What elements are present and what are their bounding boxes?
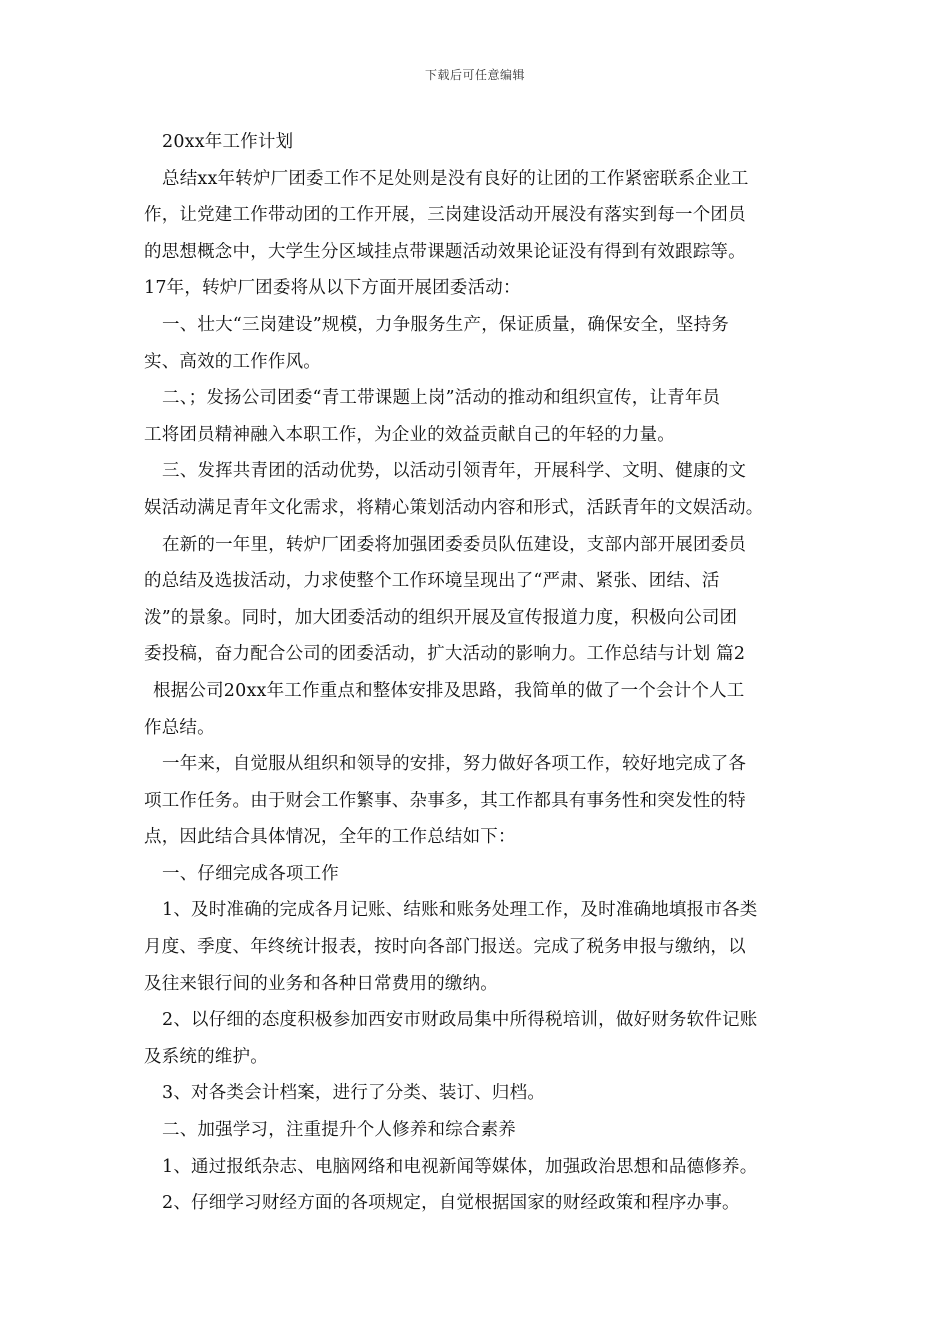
paragraph-line: 根据公司20xx年工作重点和整体安排及思路，我简单的做了一个会计个人工 [153, 680, 745, 701]
paragraph-line: 工将团员精神融入本职工作，为企业的效益贡献自己的年轻的力量。 [144, 424, 675, 445]
paragraph-line: 17年，转炉厂团委将从以下方面开展团委活动： [144, 278, 521, 299]
page-header-note: 下载后可任意编辑 [424, 68, 525, 82]
paragraph-line: 娱活动满足青年文化需求，将精心策划活动内容和形式，活跃青年的文娱活动。 [144, 497, 764, 518]
paragraph-line: 泼”的景象。同时，加大团委活动的组织开展及宣传报道力度，积极向公司团 [144, 607, 738, 628]
paragraph-line: 二、；发扬公司团委“青工带课题上岗”活动的推动和组织宣传，让青年员 [162, 388, 721, 409]
section-heading: 二、加强学习，注重提升个人修养和综合素养 [162, 1120, 516, 1141]
paragraph-line: 一年来，自觉服从组织和领导的安排，努力做好各项工作，较好地完成了各 [162, 754, 747, 775]
paragraph-line: 三、发挥共青团的活动优势，以活动引领青年，开展科学、文明、健康的文 [162, 461, 747, 482]
paragraph-line: 月度、季度、年终统计报表，按时向各部门报送。完成了税务申报与缴纳，以 [144, 937, 746, 958]
paragraph-line: 委投稿，奋力配合公司的团委活动，扩大活动的影响力。工作总结与计划 篇2 [144, 644, 746, 665]
document-body [144, 124, 824, 1222]
paragraph-line: 的总结及选拔活动，力求使整个工作环境呈现出了“严肃、紧张、团结、活 [144, 571, 720, 592]
paragraph-line: 实、高效的工作作风。 [144, 351, 321, 372]
paragraph-line: 总结xx年转炉厂团委工作不足处则是没有良好的让团的工作紧密联系企业工 [162, 168, 749, 189]
paragraph-line: 作，让党建工作带动团的工作开展，三岗建设活动开展没有落实到每一个团员 [144, 205, 746, 226]
paragraph-line: 及往来银行间的业务和各种日常费用的缴纳。 [144, 973, 498, 994]
paragraph-line: 2、以仔细的态度积极参加西安市财政局集中所得税培训，做好财务软件记账 [162, 1010, 758, 1031]
section-heading: 一、仔细完成各项工作 [162, 863, 339, 884]
paragraph-line: 1、通过报纸杂志、电脑网络和电视新闻等媒体，加强政治思想和品德修养。 [162, 1156, 758, 1177]
paragraph-line: 及系统的维护。 [144, 1046, 268, 1067]
paragraph-line: 项工作任务。由于财会工作繁事、杂事多，其工作都具有事务性和突发性的特 [144, 790, 746, 811]
paragraph-line: 3、对各类会计档案，进行了分类、装订、归档。 [162, 1083, 546, 1104]
paragraph-line: 作总结。 [144, 717, 215, 738]
paragraph-line: 1、及时准确的完成各月记账、结账和账务处理工作，及时准确地填报市各类 [162, 900, 758, 921]
paragraph-line: 的思想概念中，大学生分区域挂点带课题活动效果论证没有得到有效跟踪等。 [144, 241, 746, 262]
paragraph-line: 在新的一年里，转炉厂团委将加强团委委员队伍建设，支部内部开展团委员 [162, 534, 747, 555]
paragraph-line: 点，因此结合具体情况，全年的工作总结如下： [144, 827, 516, 848]
paragraph-line: 一、壮大“三岗建设”规模，力争服务生产，保证质量，确保安全，坚持务 [162, 314, 729, 335]
paragraph-line: 2、仔细学习财经方面的各项规定，自觉根据国家的财经政策和程序办事。 [162, 1193, 740, 1214]
document-title: 20xx年工作计划 [162, 132, 294, 152]
